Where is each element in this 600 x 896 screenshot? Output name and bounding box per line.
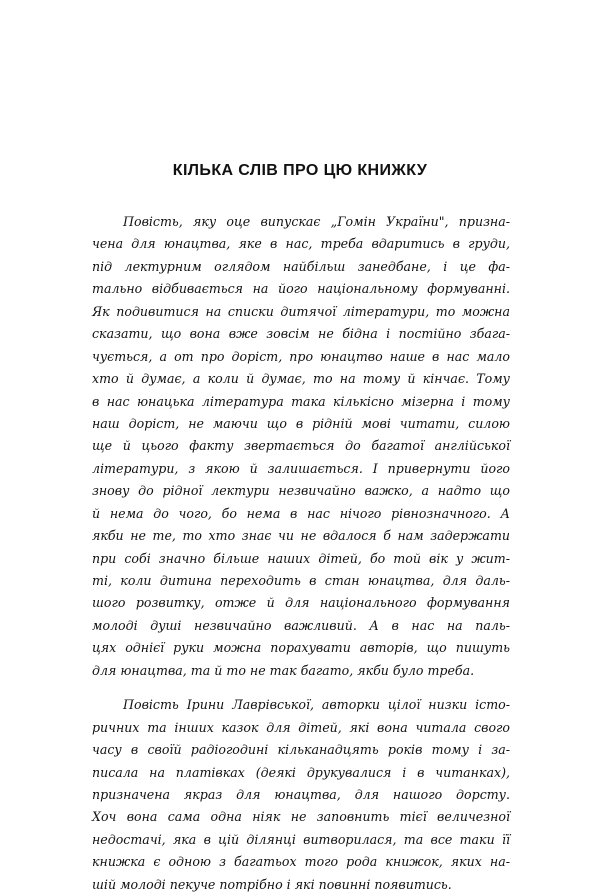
text-line: сказати, що вона вже зовсім не бідна і постійно збага- <box>92 326 510 342</box>
text-line: призначена якраз для юнацтва, для нашого дорсту. <box>92 786 510 802</box>
text-line: наш доріст, не маючи що в рідній мові читати, силою <box>92 415 510 431</box>
text-line: під лектурним оглядом найбільш занедбане, і це фа- <box>92 258 510 274</box>
text-line: ричних та інших казок для дітей, які вона читала свого <box>92 719 510 735</box>
chapter-title: КІЛЬКА СЛІВ ПРО ЦЮ КНИЖКУ <box>172 162 428 179</box>
body-text <box>92 211 510 896</box>
text-line: літератури, з якою й залишається. І привернути його <box>92 460 510 476</box>
text-line: в нас юнацька література така кількісно мізерна і тому <box>92 393 510 409</box>
paragraph <box>92 211 510 682</box>
text-line: Хоч вона сама одна ніяк не заповнить тієї величезної <box>92 809 510 825</box>
text-line: Як подивитися на списки дитячої літератури, то можна <box>92 303 510 319</box>
text-line: цях однієї руки можна порахувати авторів, що пишуть <box>92 640 510 656</box>
paragraph <box>92 694 510 896</box>
text-line: недостачі, яка в цій ділянці витворилася, та все таки її <box>92 831 510 847</box>
paragraph-gap <box>92 682 510 694</box>
text-line: молоді душі незвичайно важливий. А в нас на паль- <box>92 617 510 633</box>
text-line: при собі значно більше наших дітей, бо той вік у жит- <box>92 550 510 566</box>
text-line: ще й цього факту звертається до багатої англійської <box>92 438 510 454</box>
text-line: книжка є одною з багатьох того рода книжок, яких на- <box>92 854 510 870</box>
text-line: для юнацтва, та й то не так багато, якби було треба. <box>92 662 475 678</box>
text-line: знову до рідної лектури незвичайно важко, а надто що <box>92 483 510 499</box>
text-line: Повість, яку оце випускає „Гомін України", призна- <box>123 214 510 229</box>
text-line: часу в своїй радіогодині кільканадцять років тому і за- <box>92 742 510 758</box>
text-line: тально відбивається на його національному формуванні. <box>92 281 510 297</box>
text-line: ті, коли дитина переходить в стан юнацтва, для даль- <box>92 573 510 588</box>
text-line: шого розвитку, отже й для національного формування <box>92 595 510 611</box>
text-line: якби не те, то хто знає чи не вдалося б нам задержати <box>92 528 510 544</box>
text-line: Повість Ірини Лаврівської, авторки цілої низки істо- <box>123 697 510 713</box>
text-line: й нема до чого, бо нема в нас нічого рівнозначного. А <box>92 505 510 521</box>
text-line: чена для юнацтва, яке в нас, треба вдаритись в груди, <box>92 236 510 252</box>
text-line: чується, а от про доріст, про юнацтво наше в нас мало <box>92 348 510 364</box>
text-line: писала на платівках (деякі друкувалися і в читанках), <box>92 764 510 780</box>
text-line: хто й думає, а коли й думає, то на тому й кінчає. Тому <box>92 371 510 387</box>
text-line: шій молоді пекуче потрібно і які повинні появитись. <box>92 876 452 892</box>
